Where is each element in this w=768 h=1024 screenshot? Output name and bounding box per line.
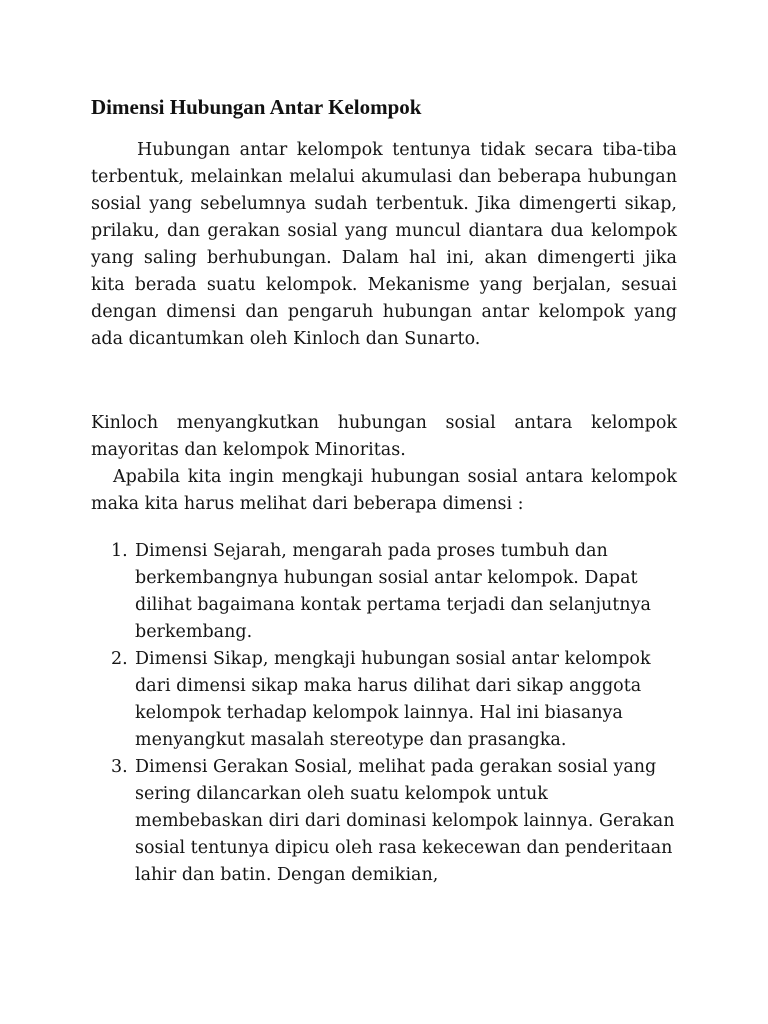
- list-item-gerakan-sosial: [91, 754, 677, 889]
- list-item-text: Dimensi Sikap, mengkaji hubungan sosial antar kelompok dari dimensi sikap maka harus dilihat dari sikap anggota kelompok terhadap kelompok lainnya. Hal ini biasanya menyangkut masalah stereotype dan prasangka.: [135, 649, 651, 750]
- section-heading: Dimensi Hubungan Antar Kelompok: [91, 95, 422, 119]
- list-item-sejarah: [91, 538, 677, 646]
- list-item-sikap: [91, 646, 677, 754]
- intro-paragraph: Hubungan antar kelompok tentunya tidak secara tiba-tiba terbentuk, melainkan melalui akumulasi dan beberapa hubungan sosial yang sebelumnya sudah terbentuk. Jika dimengerti sikap, prilaku, dan gerakan sosial yang muncul diantara dua kelompok yang saling berhubungan. Dalam hal ini, akan dimengerti jika kita berada suatu kelompok. Mekanisme yang berjalan, sesuai dengan dimensi dan pengaruh hubungan antar kelompok yang ada dicantumkan oleh Kinloch dan Sunarto.: [91, 140, 677, 349]
- list-item-text: Dimensi Gerakan Sosial, melihat pada gerakan sosial yang sering dilancarkan oleh suatu kelompok untuk membebaskan diri dari dominasi kelompok lainnya. Gerakan sosial tentunya dipicu oleh rasa kekecewan dan penderitaan lahir dan batin. Dengan demikian,: [135, 757, 675, 885]
- list-number: 1.: [111, 541, 128, 561]
- list-number: 2.: [111, 649, 128, 669]
- kinloch-paragraph: Kinloch menyangkutkan hubungan sosial antara kelompok mayoritas dan kelompok Minoritas.: [91, 413, 677, 460]
- dimensions-intro-paragraph: Apabila kita ingin mengkaji hubungan sosial antara kelompok maka kita harus melihat dari beberapa dimensi :: [91, 467, 677, 514]
- list-item-text: Dimensi Sejarah, mengarah pada proses tumbuh dan berkembangnya hubungan sosial antar kelompok. Dapat dilihat bagaimana kontak pertama terjadi dan selanjutnya berkembang.: [135, 541, 651, 642]
- dimensions-list: [91, 538, 677, 889]
- list-number: 3.: [111, 757, 128, 777]
